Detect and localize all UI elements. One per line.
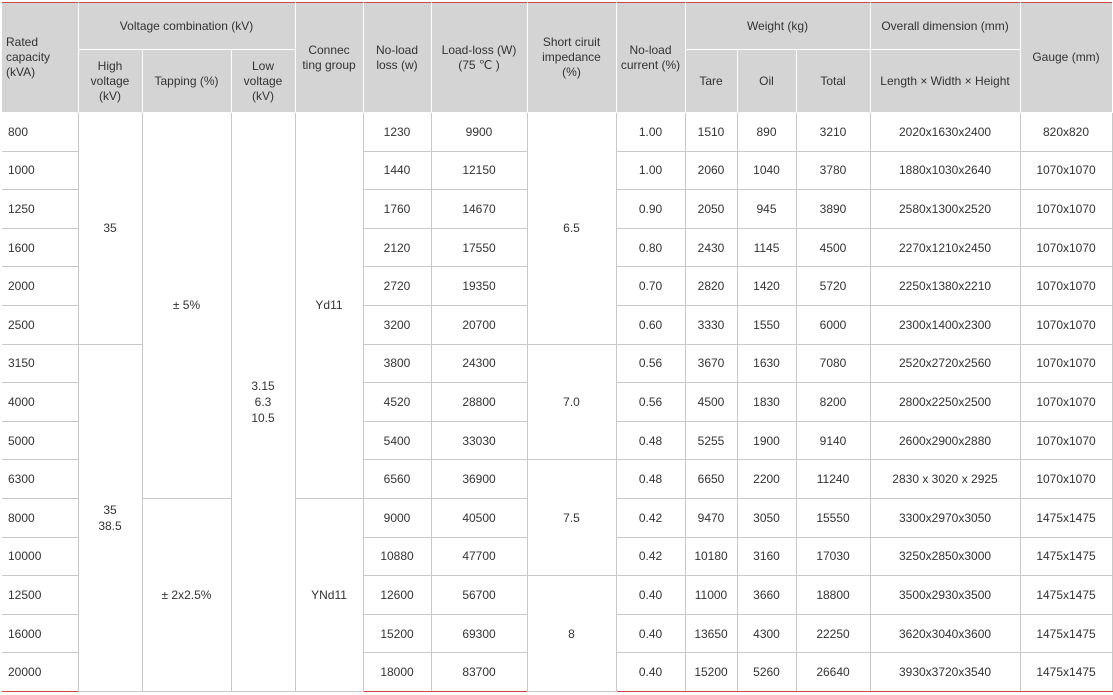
cell-no-load-current: 0.48 xyxy=(616,421,685,460)
cell-total: 26640 xyxy=(796,653,870,692)
header-tapping: Tapping (%) xyxy=(142,50,231,113)
header-dimension-sub: Length × Width × Height xyxy=(870,50,1020,113)
cell-no-load-current: 0.42 xyxy=(616,498,685,537)
header-overall-dimension: Overall dimension (mm) xyxy=(870,3,1020,50)
cell-no-load-current: 0.60 xyxy=(616,305,685,344)
cell-oil: 1040 xyxy=(737,151,796,190)
cell-tare: 2820 xyxy=(685,267,737,306)
cell-dimension: 3300x2970x3050 xyxy=(870,498,1020,537)
high-voltage-value: 38.5 xyxy=(98,518,122,533)
header-voltage-combination: Voltage combination (kV) xyxy=(78,3,295,50)
cell-high-voltage: 35 xyxy=(78,113,142,345)
cell-tapping: ± 5% xyxy=(142,113,231,499)
cell-gauge: 1475x1475 xyxy=(1020,614,1112,653)
cell-no-load-current: 0.42 xyxy=(616,537,685,576)
cell-load-loss: 56700 xyxy=(431,576,527,615)
cell-tare: 1510 xyxy=(685,113,737,152)
header-rated-capacity: Rated capacity (kVA) xyxy=(2,3,78,113)
cell-dimension: 1880x1030x2640 xyxy=(870,151,1020,190)
cell-gauge: 1070x1070 xyxy=(1020,305,1112,344)
cell-capacity: 4000 xyxy=(2,383,78,422)
cell-connecting-group: Yd11 xyxy=(295,113,363,499)
cell-total: 3780 xyxy=(796,151,870,190)
cell-no-load-current: 0.56 xyxy=(616,383,685,422)
cell-tare: 13650 xyxy=(685,614,737,653)
cell-no-load-loss: 18000 xyxy=(363,653,431,692)
cell-total: 4500 xyxy=(796,228,870,267)
cell-total: 8200 xyxy=(796,383,870,422)
cell-gauge: 1070x1070 xyxy=(1020,344,1112,383)
cell-no-load-loss: 15200 xyxy=(363,614,431,653)
cell-total: 5720 xyxy=(796,267,870,306)
cell-tare: 3670 xyxy=(685,344,737,383)
cell-gauge: 1475x1475 xyxy=(1020,653,1112,692)
cell-gauge: 820x820 xyxy=(1020,113,1112,152)
cell-capacity: 5000 xyxy=(2,421,78,460)
cell-oil: 890 xyxy=(737,113,796,152)
cell-capacity: 1600 xyxy=(2,228,78,267)
cell-gauge: 1070x1070 xyxy=(1020,151,1112,190)
cell-impedance: 7.5 xyxy=(527,460,616,576)
cell-total: 15550 xyxy=(796,498,870,537)
cell-tapping: ± 2x2.5% xyxy=(142,498,231,691)
cell-load-loss: 36900 xyxy=(431,460,527,499)
cell-no-load-loss: 5400 xyxy=(363,421,431,460)
cell-tare: 15200 xyxy=(685,653,737,692)
cell-dimension: 2580x1300x2520 xyxy=(870,190,1020,229)
cell-no-load-current: 0.40 xyxy=(616,614,685,653)
cell-no-load-loss: 1230 xyxy=(363,113,431,152)
cell-impedance: 7.0 xyxy=(527,344,616,460)
cell-gauge: 1070x1070 xyxy=(1020,267,1112,306)
cell-dimension: 3930x3720x3540 xyxy=(870,653,1020,692)
cell-gauge: 1475x1475 xyxy=(1020,498,1112,537)
cell-gauge: 1475x1475 xyxy=(1020,537,1112,576)
cell-capacity: 6300 xyxy=(2,460,78,499)
cell-oil: 1420 xyxy=(737,267,796,306)
header-total: Total xyxy=(796,50,870,113)
cell-tare: 2430 xyxy=(685,228,737,267)
cell-total: 11240 xyxy=(796,460,870,499)
cell-oil: 1900 xyxy=(737,421,796,460)
cell-capacity: 3150 xyxy=(2,344,78,383)
header-no-load-loss: No-load loss (w) xyxy=(363,3,431,113)
cell-load-loss: 83700 xyxy=(431,653,527,692)
cell-no-load-loss: 1440 xyxy=(363,151,431,190)
cell-load-loss: 69300 xyxy=(431,614,527,653)
cell-oil: 3160 xyxy=(737,537,796,576)
cell-total: 22250 xyxy=(796,614,870,653)
cell-load-loss: 47700 xyxy=(431,537,527,576)
cell-no-load-loss: 10880 xyxy=(363,537,431,576)
cell-capacity: 2000 xyxy=(2,267,78,306)
cell-dimension: 3250x2850x3000 xyxy=(870,537,1020,576)
cell-no-load-current: 0.80 xyxy=(616,228,685,267)
cell-oil: 1830 xyxy=(737,383,796,422)
cell-no-load-current: 0.48 xyxy=(616,460,685,499)
cell-load-loss: 14670 xyxy=(431,190,527,229)
cell-tare: 6650 xyxy=(685,460,737,499)
cell-no-load-current: 0.90 xyxy=(616,190,685,229)
cell-oil: 3050 xyxy=(737,498,796,537)
low-voltage-value: 6.3 xyxy=(254,394,272,409)
cell-oil: 4300 xyxy=(737,614,796,653)
cell-oil: 1145 xyxy=(737,228,796,267)
cell-impedance: 6.5 xyxy=(527,113,616,345)
cell-dimension: 2600x2900x2880 xyxy=(870,421,1020,460)
cell-dimension: 3620x3040x3600 xyxy=(870,614,1020,653)
cell-low-voltage xyxy=(231,113,295,692)
cell-total: 17030 xyxy=(796,537,870,576)
cell-gauge: 1070x1070 xyxy=(1020,190,1112,229)
cell-tare: 2060 xyxy=(685,151,737,190)
cell-tare: 9470 xyxy=(685,498,737,537)
cell-no-load-loss: 3200 xyxy=(363,305,431,344)
cell-capacity: 1250 xyxy=(2,190,78,229)
cell-load-loss: 33030 xyxy=(431,421,527,460)
cell-dimension: 2250x1380x2210 xyxy=(870,267,1020,306)
header-high-voltage: High voltage (kV) xyxy=(78,50,142,113)
header-no-load-current: No-load current (%) xyxy=(616,3,685,113)
cell-tare: 3330 xyxy=(685,305,737,344)
header-low-voltage: Low voltage (kV) xyxy=(231,50,295,113)
header-gauge: Gauge (mm) xyxy=(1020,3,1112,113)
low-voltage-value: 10.5 xyxy=(251,410,275,425)
high-voltage-value: 35 xyxy=(103,502,117,517)
cell-tare: 11000 xyxy=(685,576,737,615)
header-oil: Oil xyxy=(737,50,796,113)
cell-gauge: 1070x1070 xyxy=(1020,421,1112,460)
cell-capacity: 20000 xyxy=(2,653,78,692)
header-connecting-group: Connec ting group xyxy=(295,3,363,113)
cell-total: 6000 xyxy=(796,305,870,344)
cell-capacity: 8000 xyxy=(2,498,78,537)
cell-no-load-loss: 6560 xyxy=(363,460,431,499)
cell-oil: 945 xyxy=(737,190,796,229)
cell-dimension: 2020x1630x2400 xyxy=(870,113,1020,152)
cell-total: 7080 xyxy=(796,344,870,383)
cell-gauge: 1070x1070 xyxy=(1020,228,1112,267)
cell-no-load-loss: 2120 xyxy=(363,228,431,267)
header-weight: Weight (kg) xyxy=(685,3,870,50)
cell-no-load-loss: 4520 xyxy=(363,383,431,422)
cell-load-loss: 20700 xyxy=(431,305,527,344)
cell-dimension: 2300x1400x2300 xyxy=(870,305,1020,344)
cell-oil: 2200 xyxy=(737,460,796,499)
cell-total: 3210 xyxy=(796,113,870,152)
cell-load-loss: 12150 xyxy=(431,151,527,190)
table-row xyxy=(2,113,1112,152)
cell-total: 3890 xyxy=(796,190,870,229)
cell-high-voltage xyxy=(78,344,142,691)
cell-no-load-loss: 9000 xyxy=(363,498,431,537)
cell-no-load-loss: 12600 xyxy=(363,576,431,615)
cell-load-loss: 40500 xyxy=(431,498,527,537)
cell-tare: 4500 xyxy=(685,383,737,422)
cell-capacity: 1000 xyxy=(2,151,78,190)
cell-capacity: 12500 xyxy=(2,576,78,615)
transformer-spec-table xyxy=(2,2,1113,692)
cell-capacity: 16000 xyxy=(2,614,78,653)
cell-tare: 2050 xyxy=(685,190,737,229)
cell-no-load-current: 0.40 xyxy=(616,653,685,692)
cell-capacity: 10000 xyxy=(2,537,78,576)
cell-no-load-current: 0.40 xyxy=(616,576,685,615)
cell-capacity: 800 xyxy=(2,113,78,152)
cell-dimension: 2520x2720x2560 xyxy=(870,344,1020,383)
cell-gauge: 1070x1070 xyxy=(1020,460,1112,499)
cell-connecting-group: YNd11 xyxy=(295,498,363,691)
cell-load-loss: 19350 xyxy=(431,267,527,306)
cell-no-load-current: 0.70 xyxy=(616,267,685,306)
cell-dimension: 3500x2930x3500 xyxy=(870,576,1020,615)
cell-oil: 1550 xyxy=(737,305,796,344)
cell-oil: 3660 xyxy=(737,576,796,615)
cell-no-load-loss: 1760 xyxy=(363,190,431,229)
cell-no-load-loss: 3800 xyxy=(363,344,431,383)
cell-oil: 1630 xyxy=(737,344,796,383)
cell-no-load-current: 1.00 xyxy=(616,113,685,152)
low-voltage-value: 3.15 xyxy=(251,378,275,393)
cell-dimension: 2830 x 3020 x 2925 xyxy=(870,460,1020,499)
cell-tare: 10180 xyxy=(685,537,737,576)
cell-tare: 5255 xyxy=(685,421,737,460)
header-load-loss: Load-loss (W) (75 ℃ ) xyxy=(431,3,527,113)
cell-no-load-current: 0.56 xyxy=(616,344,685,383)
header-short-circuit-impedance: Short ciruit impedance (%) xyxy=(527,3,616,113)
cell-capacity: 2500 xyxy=(2,305,78,344)
cell-load-loss: 17550 xyxy=(431,228,527,267)
cell-load-loss: 28800 xyxy=(431,383,527,422)
cell-impedance: 8 xyxy=(527,576,616,692)
cell-no-load-current: 1.00 xyxy=(616,151,685,190)
cell-no-load-loss: 2720 xyxy=(363,267,431,306)
cell-load-loss: 9900 xyxy=(431,113,527,152)
cell-dimension: 2270x1210x2450 xyxy=(870,228,1020,267)
cell-total: 9140 xyxy=(796,421,870,460)
cell-gauge: 1070x1070 xyxy=(1020,383,1112,422)
header-tare: Tare xyxy=(685,50,737,113)
cell-gauge: 1475x1475 xyxy=(1020,576,1112,615)
cell-dimension: 2800x2250x2500 xyxy=(870,383,1020,422)
cell-load-loss: 24300 xyxy=(431,344,527,383)
cell-total: 18800 xyxy=(796,576,870,615)
cell-oil: 5260 xyxy=(737,653,796,692)
